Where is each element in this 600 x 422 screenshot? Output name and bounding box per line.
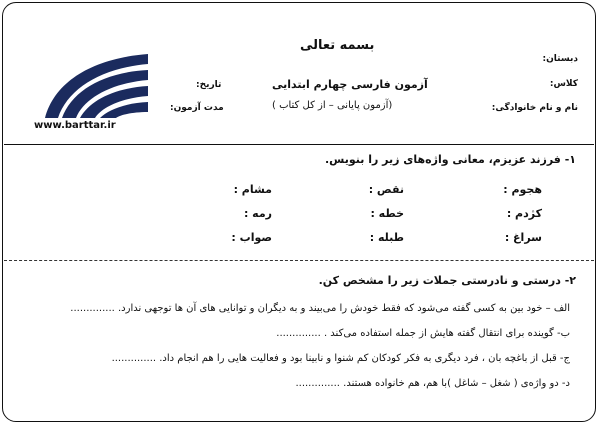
exam-title: آزمون فارسی چهارم ابتدایی [272, 78, 428, 91]
name-label: نام و نام خانوادگی: [491, 103, 578, 113]
date-label: تاریخ: [196, 80, 222, 90]
statement-item: ج- قبل از باغچه بان ، فرد دیگری به فکر کودکان کم شنوا و نابینا بود و فعالیت هایی را هم انجام داد. .............. [111, 353, 570, 364]
vocab-item: صواب : [231, 231, 272, 244]
vocab-item: کژدم : [506, 207, 542, 220]
class-label: کلاس: [549, 79, 578, 89]
question2-title: ۲- درستی و نادرستی جملات زیر را مشخص کن. [318, 274, 576, 287]
vocab-item: خطه : [370, 207, 404, 220]
duration-label: مدت آزمون: [170, 103, 224, 113]
statement-item: الف – خود بین به کسی گفته می‌شود که فقط خودش را می‌بیند و به دیگران و توانایی های آن ها توجهی ندارد. .............. [70, 303, 570, 314]
school-label: دبستان: [542, 54, 578, 64]
vocab-item: نقص : [368, 183, 404, 196]
vocab-item: هجوم : [503, 183, 542, 196]
header-divider [4, 144, 594, 145]
section-divider [4, 260, 594, 261]
barttar-logo-icon [40, 50, 150, 120]
statement-item: ب- گوینده برای انتقال گفته هایش از جمله استفاده می‌کند . .............. [276, 328, 570, 339]
vocab-item: رمه : [243, 207, 272, 220]
exam-subtitle: (آزمون پایانی – از کل کتاب ) [272, 100, 393, 111]
statement-item: د- دو واژه‌ی ( شغل – شاغل )با هم، هم خانواده هستند. .............. [295, 378, 570, 389]
vocab-item: مشام : [233, 183, 272, 196]
question1-title: ۱- فرزند عزیزم، معانی واژه‌های زیر را بنویس. [325, 153, 576, 166]
basmala: بسمه تعالی [300, 38, 375, 53]
vocab-item: سراغ : [504, 231, 542, 244]
website-text: www.barttar.ir [34, 120, 116, 131]
vocab-item: طبله : [369, 231, 404, 244]
